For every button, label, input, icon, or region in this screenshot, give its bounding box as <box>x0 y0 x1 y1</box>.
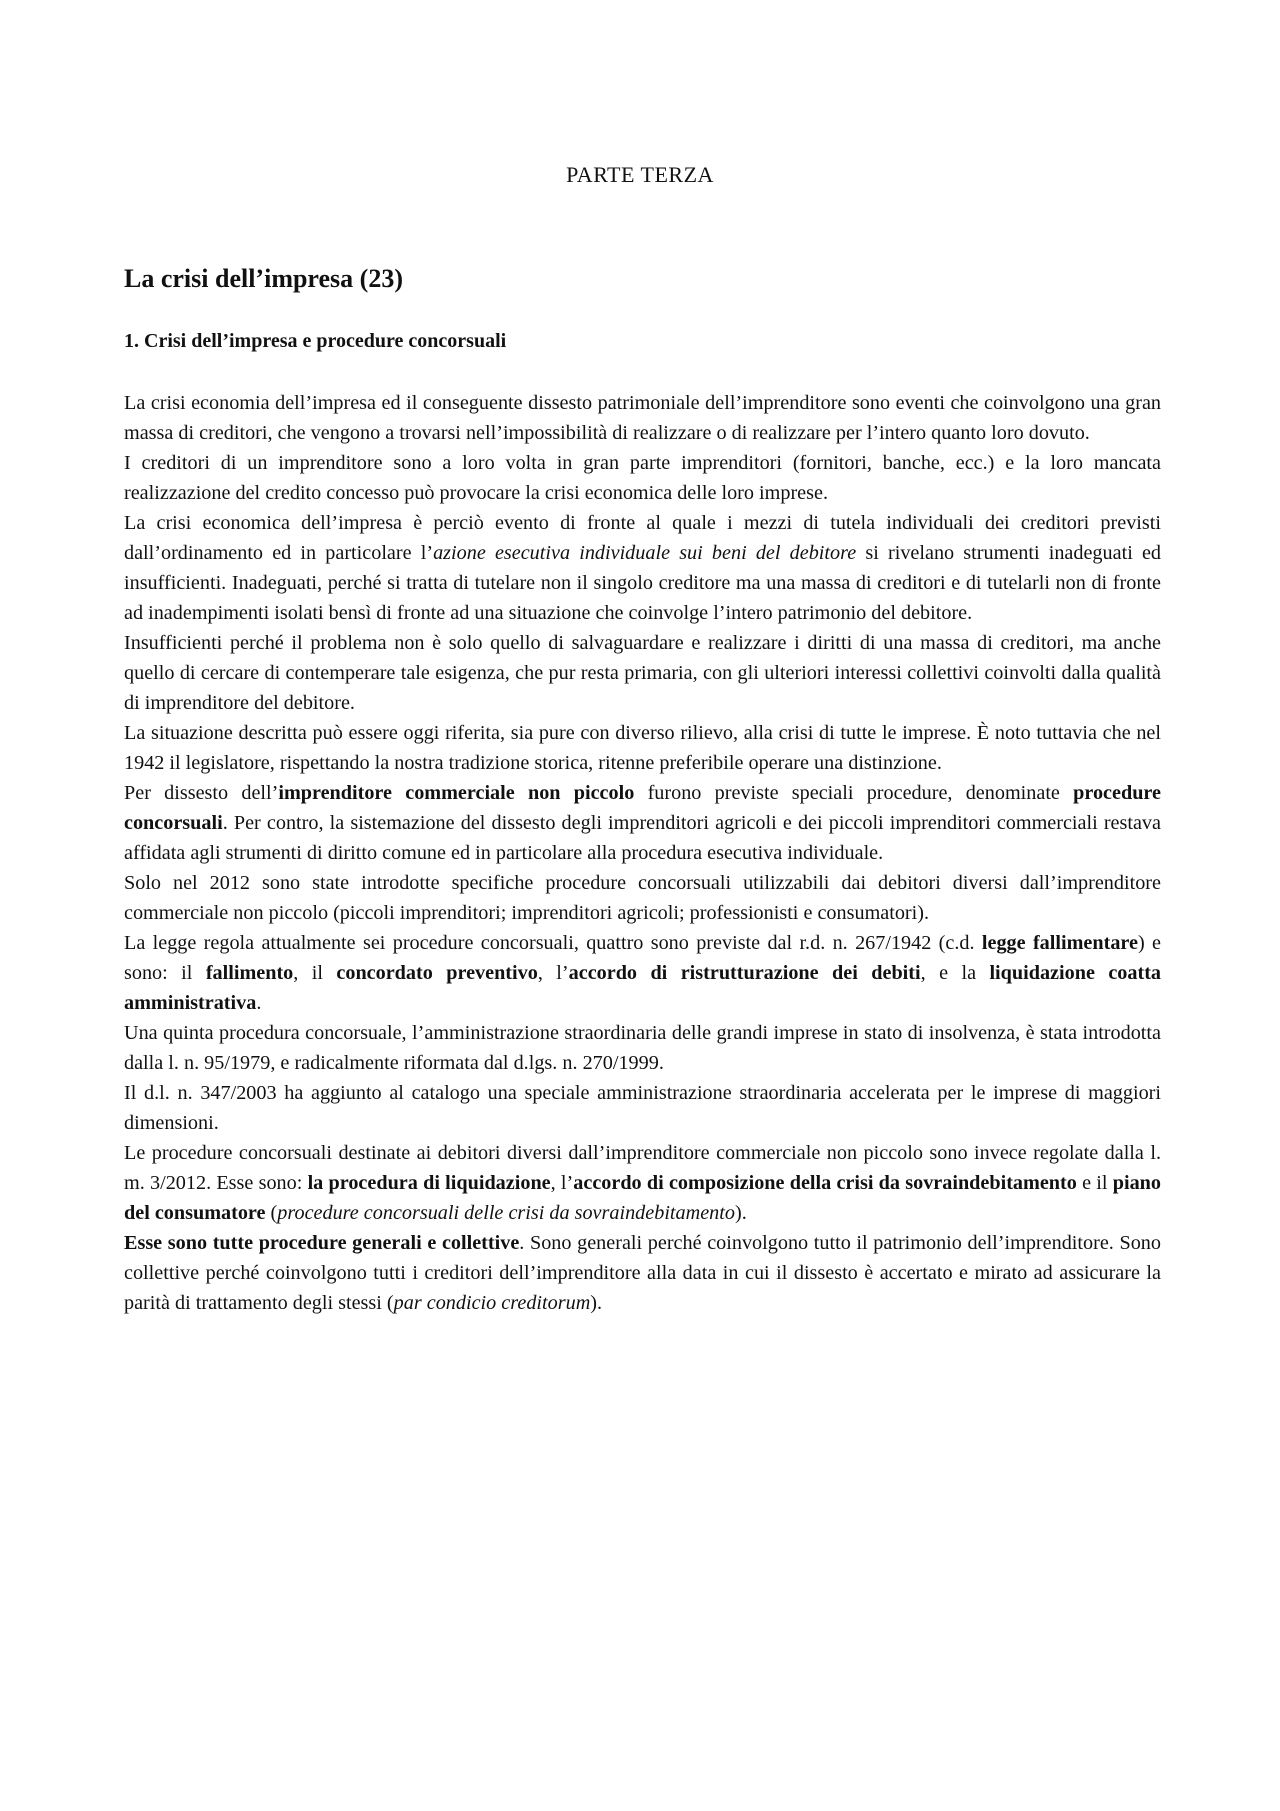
paragraph-9: Una quinta procedura concorsuale, l’amministrazione straordinaria delle grandi imprese in stato di insolvenza, è stata introdotta dalla l. n. 95/1979, e radicalmente riformata dal d.lgs. n. 270/1999. <box>124 1022 1161 1074</box>
italic-run: par condicio creditorum <box>393 1292 591 1314</box>
italic-run: azione esecutiva individuale sui beni del debitore <box>433 542 857 564</box>
text-run: ) e sono: il <box>124 932 1161 984</box>
text-run: . Sono generali perché coinvolgono tutto il patrimonio dell’imprenditore. Sono collettive perché coinvolgono tutti i creditori dell’imprenditore alla data in cui il dissesto è accertato e mirato ad assicurare la parità di trattamento degli stessi ( <box>124 1232 1161 1314</box>
bold-run: la procedura di liquidazione <box>307 1172 551 1194</box>
section-title: 1. Crisi dell’impresa e procedure concorsuali <box>124 330 507 352</box>
text-run: Le procedure concorsuali destinate ai debitori diversi dall’imprenditore commerciale non piccolo sono invece regolate dalla l. m. 3/2012. Esse sono: <box>124 1142 1161 1194</box>
text-run: La legge regola attualmente sei procedure concorsuali, quattro sono previste dal r.d. n. 267/1942 (c.d. <box>124 932 982 954</box>
body-text <box>124 388 1161 1318</box>
text-run: ). <box>734 1202 747 1224</box>
paragraph-6 <box>124 778 1161 868</box>
italic-run: procedure concorsuali delle crisi da sovraindebitamento <box>277 1202 735 1224</box>
paragraph-5: La situazione descritta può essere oggi riferita, sia pure con diverso rilievo, alla crisi di tutte le imprese. È noto tuttavia che nel 1942 il legislatore, rispettando la nostra tradizione storica, ritenne preferibile operare una distinzione. <box>124 722 1161 774</box>
paragraph-4: Insufficienti perché il problema non è solo quello di salvaguardare e realizzare i diritti di una massa di creditori, ma anche quello di cercare di contemperare tale esigenza, che pur resta primaria, con gli ulteriori interessi collettivi coinvolti dalla qualità di imprenditore del debitore. <box>124 632 1161 714</box>
bold-run: imprenditore commerciale non piccolo <box>278 782 635 804</box>
text-run: , l’ <box>537 962 569 984</box>
paragraph-3 <box>124 508 1161 628</box>
bold-run: procedure concorsuali <box>124 782 1161 834</box>
paragraph-10: Il d.l. n. 347/2003 ha aggiunto al catalogo una speciale amministrazione straordinaria accelerata per le imprese di maggiori dimensioni. <box>124 1082 1161 1134</box>
text-run: La crisi economica dell’impresa è perciò evento di fronte al quale i mezzi di tutela individuali dei creditori previsti dall’ordinamento ed in particolare l’ <box>124 512 1161 564</box>
text-run: Per dissesto dell’ <box>124 782 279 804</box>
text-run: si rivelano strumenti inadeguati ed insufficienti. Inadeguati, perché si tratta di tutelare non il singolo creditore ma una massa di creditori e di tutelarli non di fronte ad inadempimenti isolati bensì di fronte ad una situazione che coinvolge l’intero patrimonio del debitore. <box>124 542 1162 624</box>
text-run: ). <box>590 1292 603 1314</box>
bold-run: accordo di composizione della crisi da sovraindebitamento <box>573 1172 1077 1194</box>
text-run: ( <box>265 1202 278 1224</box>
paragraph-11 <box>124 1138 1161 1228</box>
paragraph-8 <box>124 928 1161 1018</box>
part-title: PARTE TERZA <box>566 162 714 187</box>
text-run: . <box>256 992 262 1014</box>
paragraph-2: I creditori di un imprenditore sono a loro volta in gran parte imprenditori (fornitori, banche, ecc.) e la loro mancata realizzazione del credito concesso può provocare la crisi economica delle loro imprese. <box>124 452 1161 504</box>
bold-run: legge fallimentare <box>981 932 1138 954</box>
text-run: , il <box>293 962 337 984</box>
text-run: , e la <box>920 962 990 984</box>
bold-run: Esse sono tutte procedure generali e collettive <box>124 1232 520 1254</box>
bold-run: piano del consumatore <box>124 1172 1162 1224</box>
text-run: furono previste speciali procedure, denominate <box>634 782 1074 804</box>
bold-run: liquidazione coatta amministrativa <box>124 962 1162 1014</box>
text-run: e il <box>1076 1172 1113 1194</box>
bold-run: accordo di ristrutturazione dei debiti <box>568 962 921 984</box>
bold-run: fallimento <box>205 962 294 984</box>
text-run: . Per contro, la sistemazione del dissesto degli imprenditori agricoli e dei piccoli imprenditori commerciali restava affidata agli strumenti di diritto comune ed in particolare alla procedura esecutiva individuale. <box>124 812 1161 864</box>
text-run: , l’ <box>550 1172 574 1194</box>
paragraph-1: La crisi economia dell’impresa ed il conseguente dissesto patrimoniale dell’imprenditore sono eventi che coinvolgono una gran massa di creditori, che vengono a trovarsi nell’impossibilità di realizzare o di realizzare per l’intero quanto loro dovuto. <box>124 392 1161 444</box>
bold-run: concordato preventivo <box>336 962 538 984</box>
chapter-title: La crisi dell’impresa (23) <box>124 264 403 293</box>
paragraph-12 <box>124 1228 1161 1318</box>
paragraph-7: Solo nel 2012 sono state introdotte specifiche procedure concorsuali utilizzabili dai debitori diversi dall’imprenditore commerciale non piccolo (piccoli imprenditori; imprenditori agricoli; professionisti e consumatori). <box>124 872 1161 924</box>
